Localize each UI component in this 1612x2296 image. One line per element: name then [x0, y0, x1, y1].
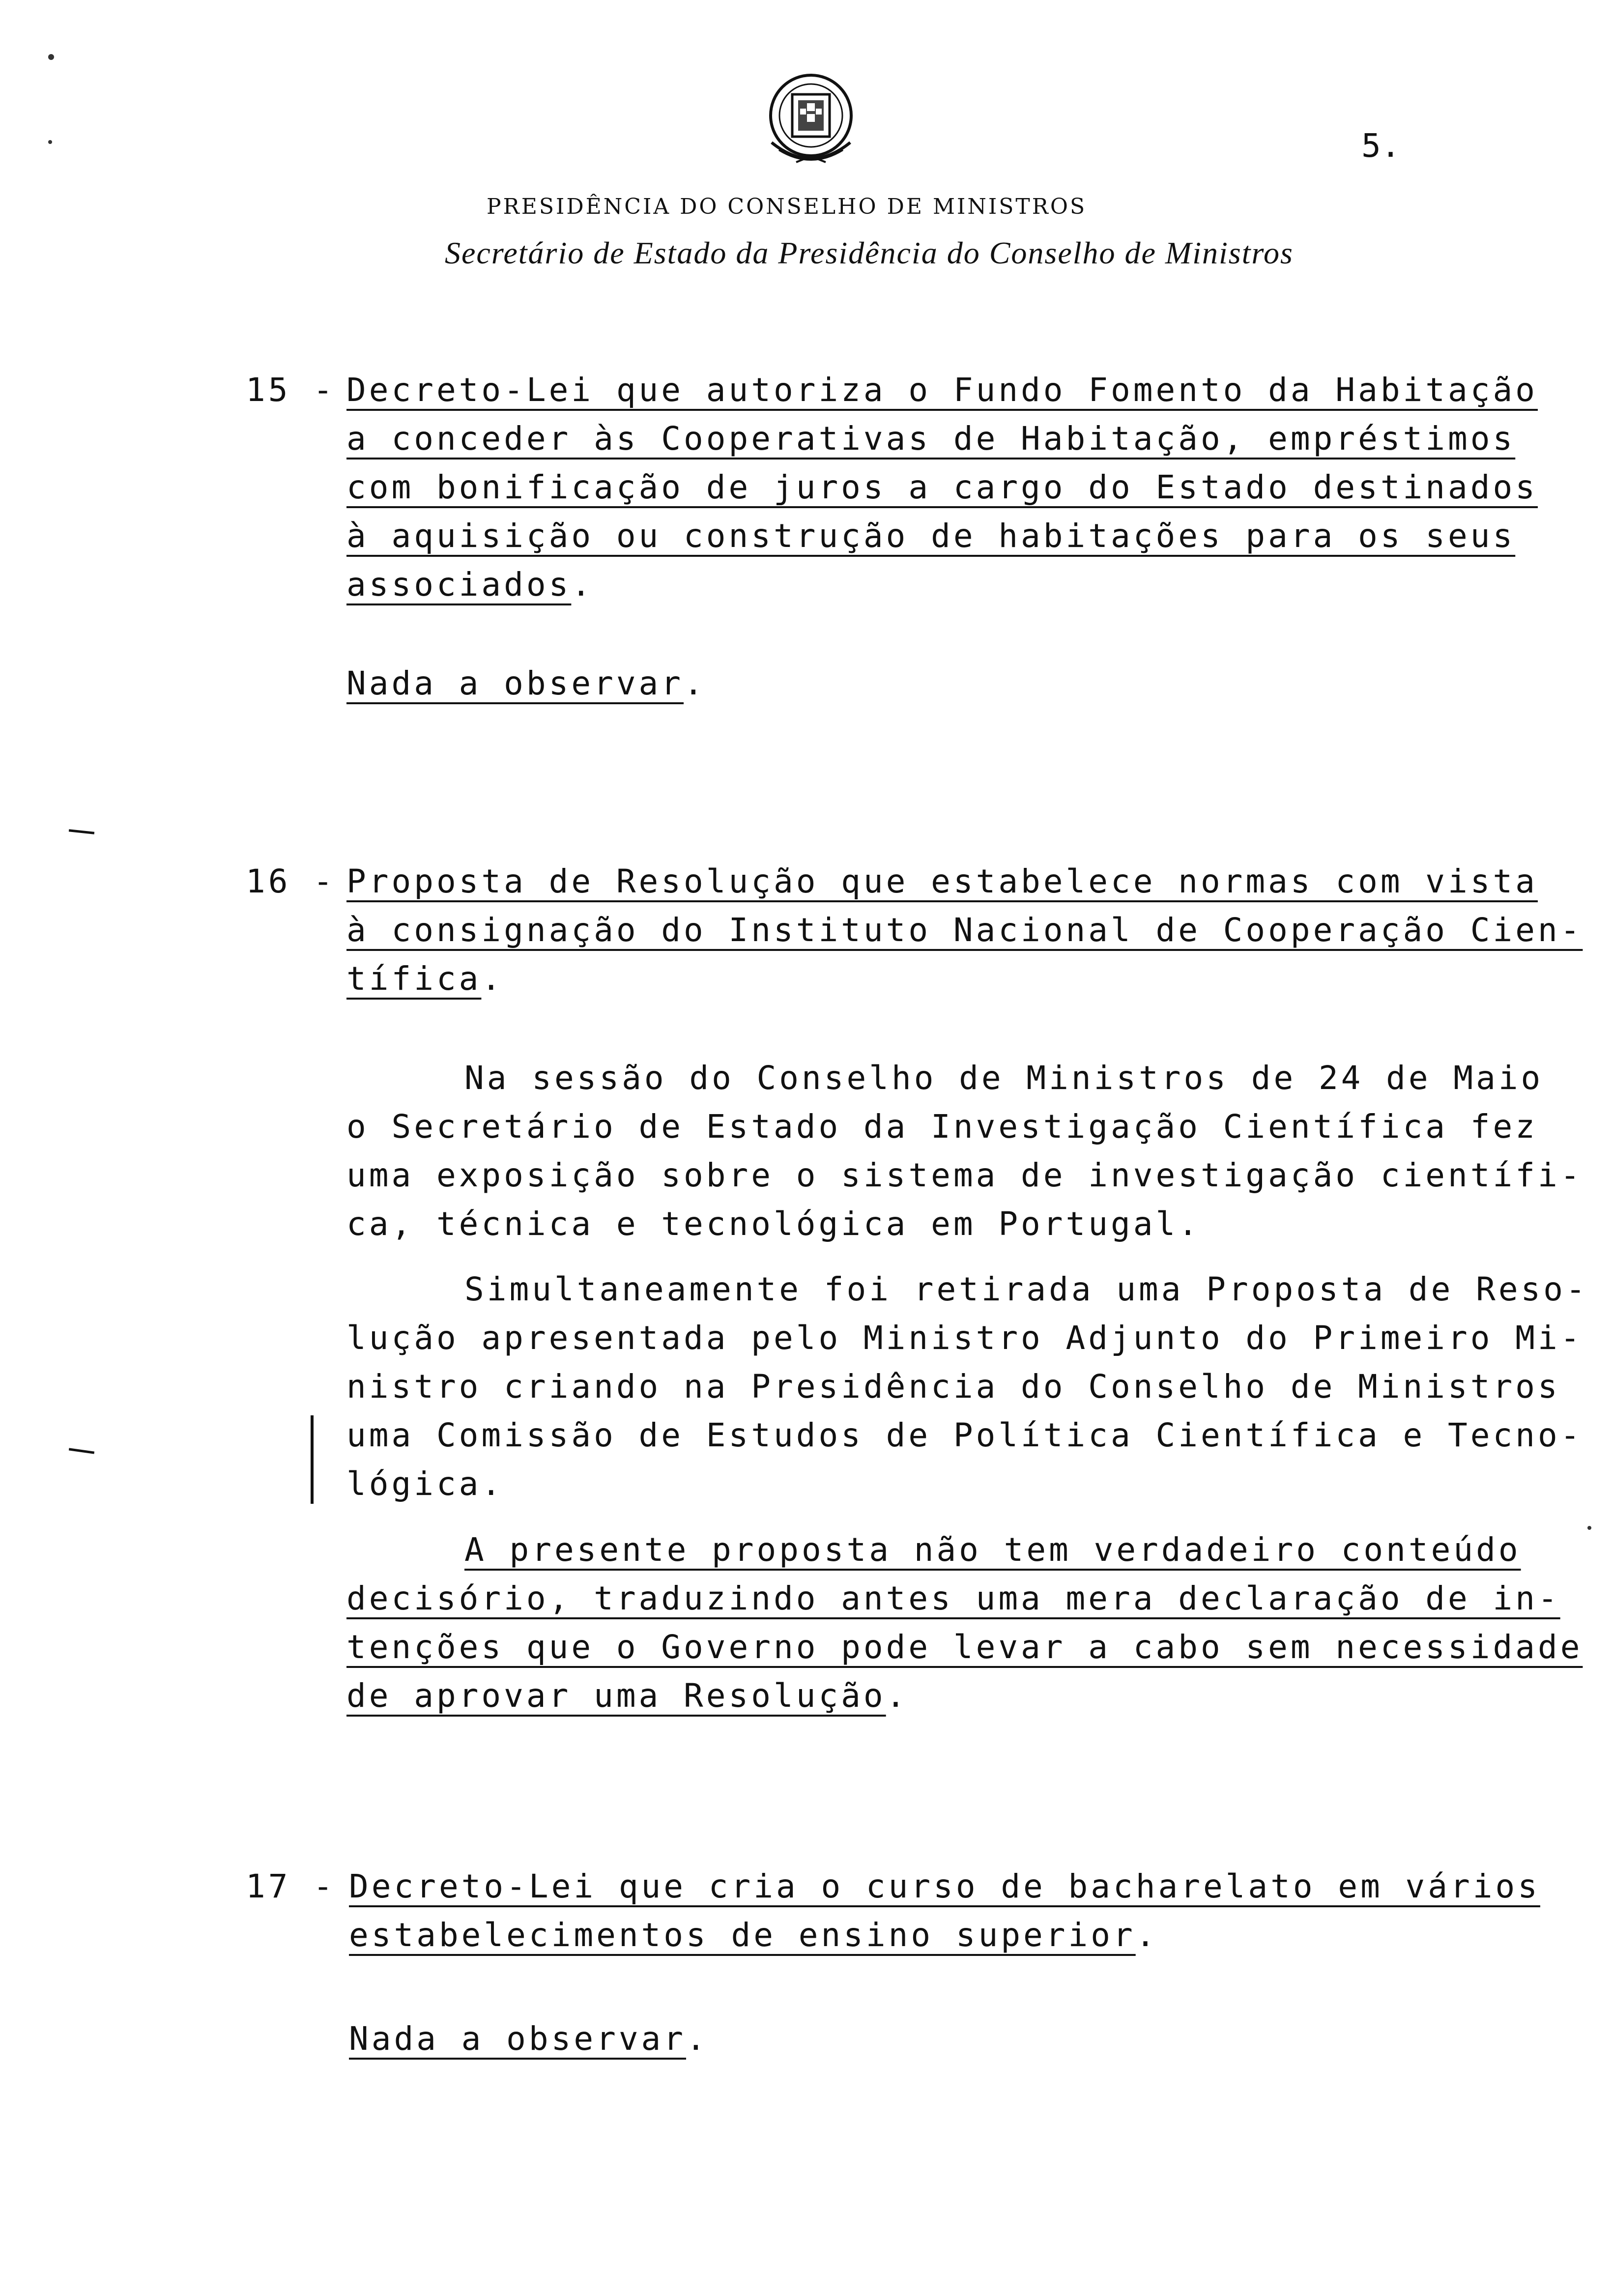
paragraph-line: lógica. [346, 1465, 504, 1503]
scan-speck [48, 54, 54, 60]
title-line: associados. [346, 566, 594, 603]
item-number: 16 - [246, 862, 336, 900]
paragraph-line: decisório, traduzindo antes uma mera declaração de in- [346, 1579, 1560, 1617]
paragraph-line: nistro criando na Presidência do Conselho de Ministros [346, 1368, 1560, 1406]
title-line: tífica. [346, 960, 504, 998]
scan-speck [1587, 1526, 1591, 1530]
item-number: 15 - [246, 371, 336, 409]
title-line: à aquisição ou construção de habitações para os seus [346, 517, 1516, 555]
paragraph-line: uma Comissão de Estudos de Política Científica e Tecno- [346, 1416, 1583, 1454]
item-15-note: Nada a observar. [346, 664, 706, 702]
title-line: Decreto-Lei que cria o curso de bacharelato em vários [349, 1867, 1540, 1905]
paragraph-line: Simultaneamente foi retirada uma Proposta de Reso- [464, 1270, 1588, 1308]
secretariat-subtitle: Secretário de Estado da Presidência do Conselho de Ministros [445, 235, 1294, 270]
margin-bar [311, 1415, 314, 1504]
title-line: estabelecimentos de ensino superior. [349, 1916, 1158, 1954]
institution-heading: PRESIDÊNCIA DO CONSELHO DE MINISTROS [487, 194, 1087, 219]
title-line: Proposta de Resolução que estabelece normas com vista [346, 862, 1538, 900]
paragraph-line: A presente proposta não tem verdadeiro conteúdo [464, 1531, 1521, 1569]
paragraph-line: o Secretário de Estado da Investigação Científica fez [346, 1108, 1538, 1146]
page-number: 5. [1361, 127, 1401, 165]
item-17-note: Nada a observar. [349, 2020, 709, 2058]
paragraph-line: lução apresentada pelo Ministro Adjunto do Primeiro Mi- [346, 1319, 1583, 1357]
paragraph-line: uma exposição sobre o sistema de investigação científi- [346, 1156, 1583, 1194]
paragraph-line: tenções que o Governo pode levar a cabo sem necessidade [346, 1628, 1583, 1666]
coat-of-arms-icon [752, 69, 870, 177]
paragraph-line: de aprovar uma Resolução. [346, 1677, 909, 1715]
scan-speck [48, 140, 52, 144]
margin-dash [69, 829, 94, 834]
title-line: à consignação do Instituto Nacional de Cooperação Cien- [346, 911, 1583, 949]
paragraph-line: ca, técnica e tecnológica em Portugal. [346, 1205, 1201, 1243]
title-line: Decreto-Lei que autoriza o Fundo Fomento da Habitação [346, 371, 1538, 409]
paragraph-line: Na sessão do Conselho de Ministros de 24 de Maio [464, 1059, 1544, 1097]
title-line: com bonificação de juros a cargo do Estado destinados [346, 468, 1538, 506]
margin-dash [69, 1448, 94, 1454]
item-number: 17 - [246, 1867, 336, 1905]
title-line: a conceder às Cooperativas de Habitação, empréstimos [346, 420, 1516, 458]
